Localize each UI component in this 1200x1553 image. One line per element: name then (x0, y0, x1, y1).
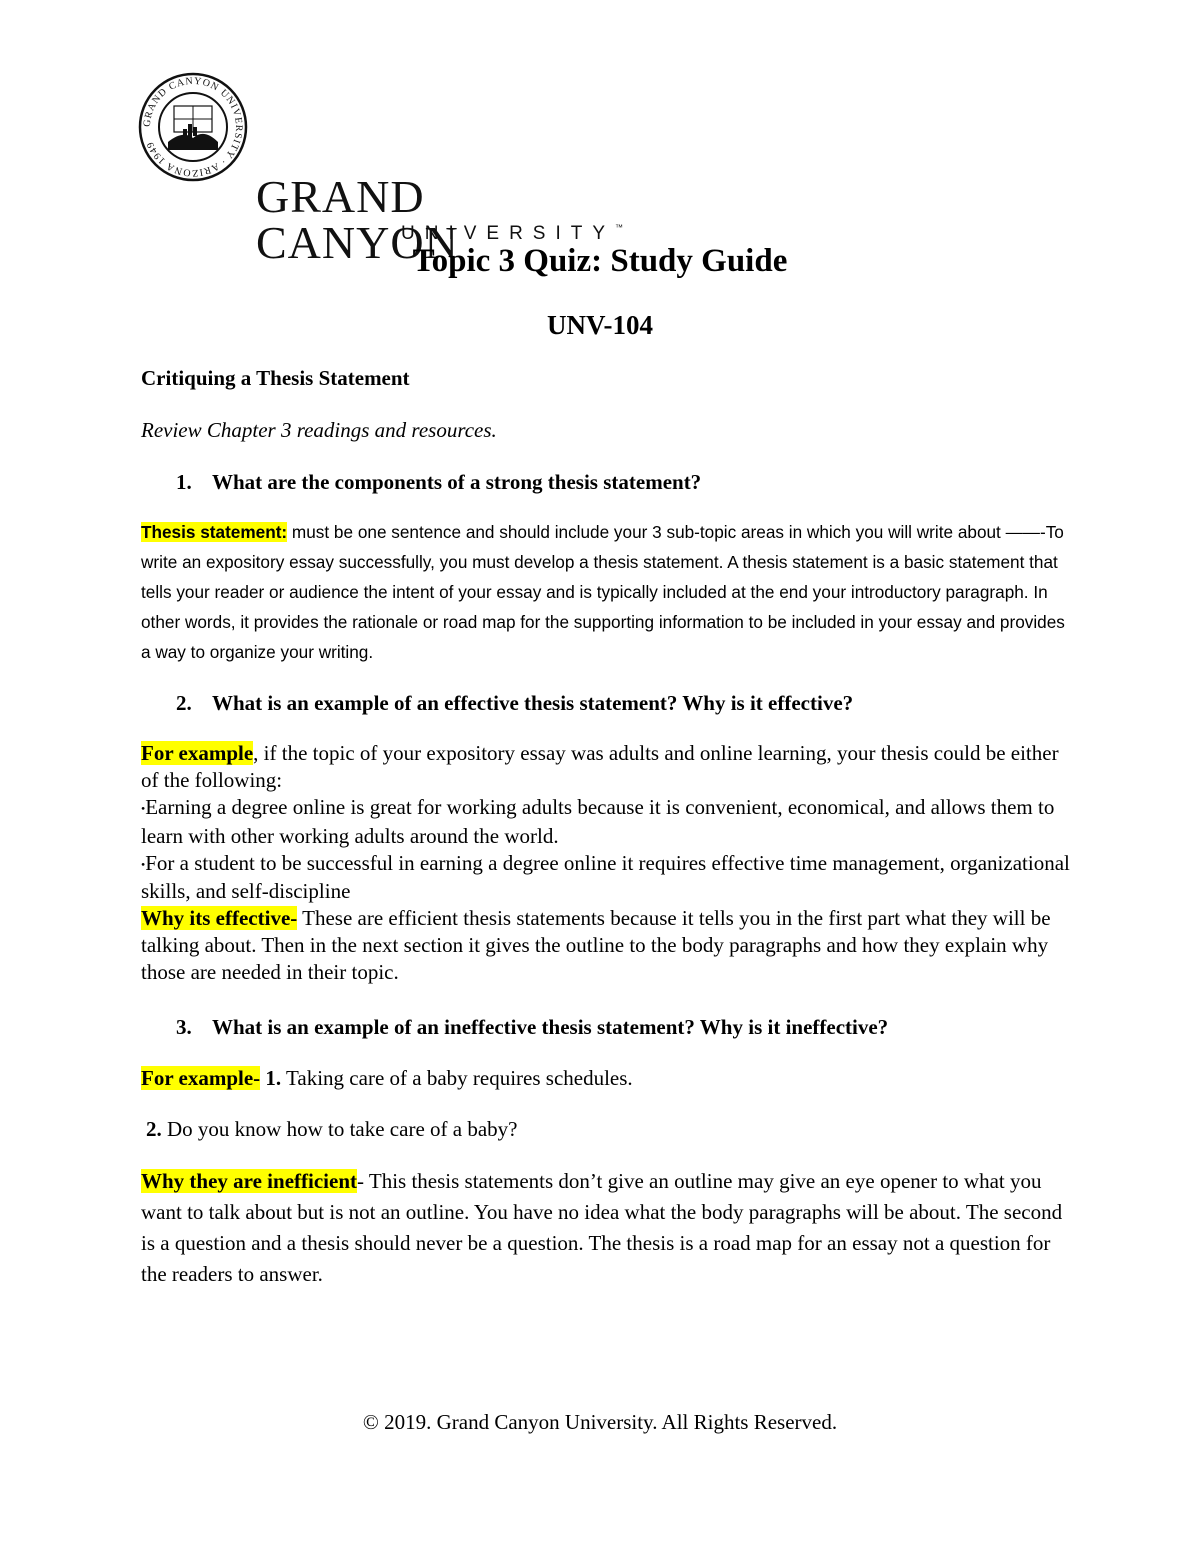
answer-text: must be one sentence and should include your 3 sub-topic areas in which you will write about ——-To write an expository essay successfully, you must develop a thesis statement. A thesis statement is a basic statement that tells your reader or audience the intent of your essay and is typically included at the end your introductory paragraph. In other words, it provides the rationale or road map for the supporting information to be included in your essay and provides a way to organize your writing. (141, 522, 1065, 662)
list-item-text: Earning a degree online is great for working adults because it is convenient, economical, and allows them to learn with other working adults around the world. (141, 795, 1055, 848)
why-label: Why they are inefficient (141, 1169, 357, 1193)
answer-label: Thesis statement: (141, 522, 288, 542)
list-item (141, 850, 1071, 906)
trademark-symbol: ™ (615, 223, 624, 232)
why-label: Why its effective- (141, 906, 298, 931)
why-text: - This thesis statements don’t give an outline may give an eye opener to what you want to talk about but is not an outline. You have no idea what the body paragraphs will be about. The second is a question and a thesis should never be a question. The thesis is a road map for an essay not a question for the readers to answer. (141, 1169, 1063, 1286)
page-title: Topic 3 Quiz: Study Guide (412, 243, 788, 279)
example-line-1 (141, 1066, 633, 1091)
instruction-text: Review Chapter 3 readings and resources. (141, 418, 497, 442)
question-number: 1. (176, 470, 192, 494)
question-text: What are the components of a strong thesis statement? (212, 470, 702, 494)
seal-text: GRAND CANYON UNIVERSITY · ARIZONA 1949 (141, 75, 245, 179)
example-intro: , if the topic of your expository essay was adults and online learning, your thesis could be either of the following: (141, 741, 1059, 792)
bullet-icon: • (141, 801, 146, 816)
question-text: What is an example of an ineffective thesis statement? Why is it ineffective? (212, 1015, 889, 1039)
example-label: For example- (141, 1066, 261, 1090)
question-number: 3. (176, 1015, 192, 1039)
question-number: 2. (176, 691, 192, 715)
example-text: Do you know how to take care of a baby? (161, 1117, 518, 1141)
list-item-text: For a student to be successful in earning a degree online it requires effective time management, organizational skills, and self-discipline (141, 850, 1070, 904)
question-2 (176, 691, 853, 716)
answer-1 (141, 517, 1071, 667)
why-paragraph (141, 905, 1071, 986)
example-text: Taking care of a baby requires schedules. (281, 1066, 633, 1090)
question-3 (176, 1015, 888, 1040)
bullet-icon: • (141, 857, 146, 872)
example-paragraph (141, 740, 1071, 794)
example-number: 1. (260, 1066, 282, 1090)
university-name-line1: GRAND CANYON (256, 171, 459, 268)
university-name-line2: UNIVERSITY™ (401, 223, 624, 244)
copyright-footer: © 2019. Grand Canyon University. All Rights Reserved. (362, 1410, 838, 1434)
university-seal-icon (138, 72, 248, 182)
question-text: What is an example of an effective thesis statement? Why is it effective? (212, 691, 854, 715)
course-code: UNV-104 (547, 310, 653, 340)
example-label: For example (141, 741, 254, 765)
section-heading: Critiquing a Thesis Statement (141, 366, 410, 390)
why-text: These are efficient thesis statements because it tells you in the first part what they will be talking about. Then in the next section it gives the outline to the body paragraphs and how they explain why those are needed in their topic. (141, 906, 1051, 985)
answer-2 (141, 740, 1071, 986)
why-paragraph (141, 1166, 1076, 1290)
example-line-2 (146, 1117, 517, 1142)
university-logo (138, 72, 624, 268)
example-number: 2. (146, 1117, 162, 1141)
list-item (141, 794, 1071, 850)
question-1 (176, 470, 701, 495)
